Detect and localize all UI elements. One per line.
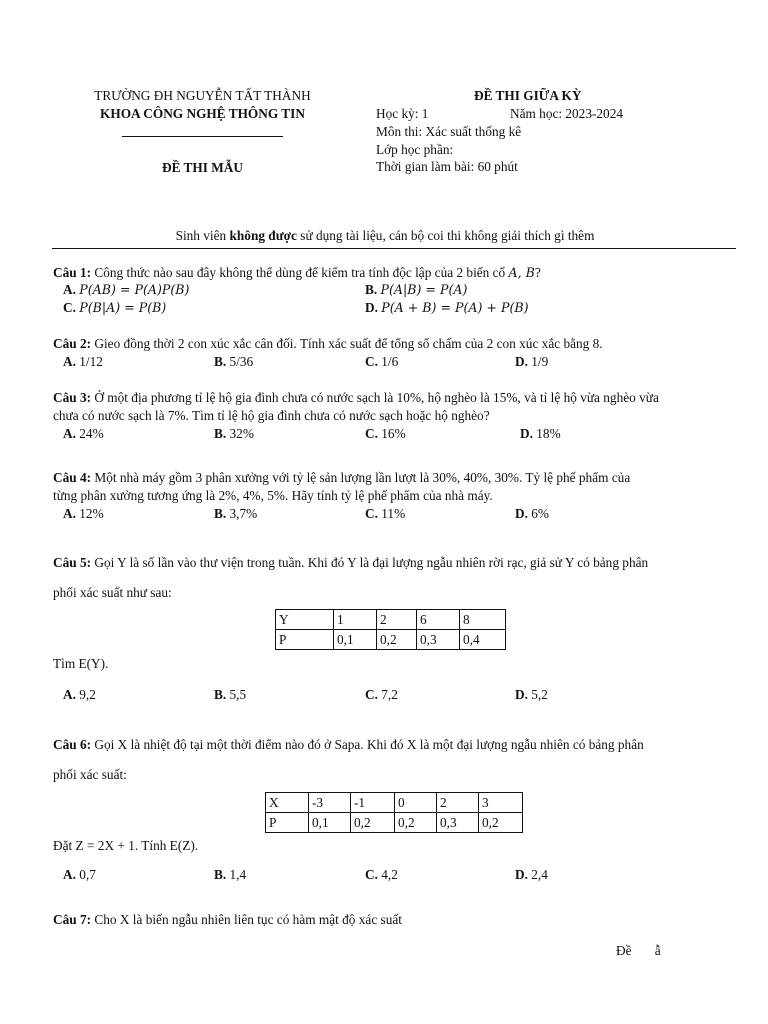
- q3-option-a-text: 24%: [79, 426, 104, 441]
- q2-option-c[interactable]: [365, 354, 398, 370]
- question-3: [53, 389, 733, 425]
- q4-option-d-text: 6%: [531, 506, 549, 521]
- table-cell: 2: [437, 793, 479, 813]
- question-4-label: Câu 4:: [53, 470, 92, 485]
- question-1-label: Câu 1:: [53, 265, 92, 280]
- q3-option-d-text: 18%: [536, 426, 561, 441]
- table-cell: X: [266, 793, 309, 813]
- question-5-ask: Tìm E(Y).: [53, 656, 109, 671]
- table-cell: 0,3: [437, 813, 479, 833]
- table-cell: 0,2: [395, 813, 437, 833]
- table-cell: 0: [395, 793, 437, 813]
- q2-option-d-text: 1/9: [531, 354, 549, 369]
- question-6-ask: Đặt Z = 2X + 1. Tính E(Z).: [53, 838, 199, 853]
- question-6: [53, 730, 733, 790]
- question-3-line1: Ở một địa phương tỉ lệ hộ gia đình chưa có nước sạch là 10%, hộ nghèo là 15%, và tỉ lệ hộ vừa nghèo vừa: [91, 390, 659, 405]
- q2-option-d[interactable]: [515, 354, 548, 370]
- q3-option-d-letter: D.: [520, 426, 533, 441]
- q3-option-c-text: 16%: [381, 426, 406, 441]
- table-row: [266, 813, 523, 833]
- q3-option-c-letter: C.: [365, 426, 378, 441]
- table-cell: 8: [460, 610, 506, 630]
- q6-option-a[interactable]: [63, 867, 96, 883]
- duration: Thời gian làm bài: 60 phút: [376, 159, 518, 174]
- q4-option-c-letter: C.: [365, 506, 378, 521]
- instruction-post: sử dụng tài liệu, cán bộ coi thi không giải thích gì thêm: [296, 228, 595, 243]
- q2-option-b-text: 5/36: [229, 354, 254, 369]
- question-5-label: Câu 5:: [53, 555, 92, 570]
- exam-type: ĐỀ THI MẪU: [161, 160, 244, 175]
- q1-option-b-letter: B.: [365, 282, 378, 297]
- table-cell: 6: [417, 610, 460, 630]
- q5-option-b-letter: B.: [214, 687, 227, 702]
- question-4-line2: từng phân xưởng tương ứng là 2%, 4%, 5%. Hãy tính tỷ lệ phế phẩm của nhà máy.: [53, 488, 493, 503]
- q4-option-d-letter: D.: [515, 506, 528, 521]
- q4-option-a-letter: A.: [63, 506, 76, 521]
- table-cell: -1: [351, 793, 395, 813]
- table-cell: 0,1: [334, 630, 377, 650]
- question-4-line1: Một nhà máy gồm 3 phân xưởng với tỷ lệ sản lượng lần lượt là 30%, 40%, 30%. Tỷ lệ phế phẩm của: [91, 470, 631, 485]
- q3-option-b-text: 32%: [229, 426, 254, 441]
- q4-option-b[interactable]: [214, 506, 257, 522]
- q2-option-b[interactable]: [214, 354, 253, 370]
- question-1-math: A, B: [508, 265, 535, 280]
- q5-option-d-text: 5,2: [531, 687, 548, 702]
- school-year: Năm học: 2023-2024: [510, 106, 624, 121]
- q4-option-a-text: 12%: [79, 506, 104, 521]
- question-3-line2: chưa có nước sạch là 7%. Tìm tỉ lệ hộ gia đình chưa có nước sạch hoặc hộ nghèo?: [53, 408, 490, 423]
- q4-option-c-text: 11%: [381, 506, 406, 521]
- q3-option-d[interactable]: [520, 426, 561, 442]
- table-cell: 0,1: [309, 813, 351, 833]
- q3-option-a[interactable]: [63, 426, 104, 442]
- table-cell: 0,4: [460, 630, 506, 650]
- semester: Học kỳ: 1: [376, 106, 429, 121]
- table-cell: 2: [377, 610, 417, 630]
- question-5-line2: phối xác suất như sau:: [53, 585, 172, 600]
- q2-option-a-letter: A.: [63, 354, 76, 369]
- question-6-label: Câu 6:: [53, 737, 92, 752]
- q1-option-c-letter: C.: [63, 300, 76, 315]
- header-underline: [122, 136, 283, 137]
- q2-option-a-text: 1/12: [79, 354, 103, 369]
- q4-option-a[interactable]: [63, 506, 104, 522]
- q5-option-a[interactable]: [63, 687, 96, 703]
- question-5-line1: Gọi Y là số lần vào thư viện trong tuần. Khi đó Y là đại lượng ngẫu nhiên rời rạc, giả sử Y có bảng phân: [91, 555, 649, 570]
- q6-option-c-letter: C.: [365, 867, 378, 882]
- question-2-text: Gieo đồng thời 2 con xúc xắc cân đối. Tính xác suất để tổng số chấm của 2 con xúc xắc bằng 8.: [91, 336, 603, 351]
- question-2: [53, 335, 733, 353]
- q6-option-c[interactable]: [365, 867, 398, 883]
- question-5: [53, 548, 733, 608]
- q3-option-b[interactable]: [214, 426, 254, 442]
- q5-option-a-letter: A.: [63, 687, 76, 702]
- q5-option-b[interactable]: [214, 687, 246, 703]
- q6-option-c-text: 4,2: [381, 867, 398, 882]
- question-7-label: Câu 7:: [53, 912, 92, 927]
- question-1-text: Công thức nào sau đây không thể dùng để kiểm tra tính độc lập của 2 biến cố: [91, 265, 509, 280]
- x-distribution-table: [265, 792, 523, 833]
- y-distribution-table: [275, 609, 506, 650]
- table-row: [266, 793, 523, 813]
- table-cell: Y: [276, 610, 334, 630]
- q5-option-c-letter: C.: [365, 687, 378, 702]
- q1-option-d-text: P(A + B) = P(A) + P(B): [381, 300, 529, 315]
- q1-option-b[interactable]: [365, 282, 467, 298]
- q5-option-d[interactable]: [515, 687, 548, 703]
- q1-option-a-letter: A.: [63, 282, 76, 297]
- page-footer: Đề ẫ: [616, 943, 661, 958]
- q2-option-d-letter: D.: [515, 354, 528, 369]
- q6-option-a-text: 0,7: [79, 867, 96, 882]
- q4-option-b-text: 3,7%: [229, 506, 258, 521]
- table-row: [276, 610, 506, 630]
- table-cell: 3: [479, 793, 523, 813]
- question-7: [53, 911, 733, 929]
- table-cell: 1: [334, 610, 377, 630]
- q1-option-d[interactable]: [365, 300, 529, 316]
- table-row: [276, 630, 506, 650]
- q4-option-c[interactable]: [365, 506, 405, 522]
- instruction-divider: [52, 248, 736, 249]
- table-cell: 0,3: [417, 630, 460, 650]
- q6-option-b-letter: B.: [214, 867, 227, 882]
- question-1-end: ?: [534, 265, 541, 280]
- q2-option-b-letter: B.: [214, 354, 227, 369]
- q4-option-d[interactable]: [515, 506, 549, 522]
- table-cell: 0,2: [377, 630, 417, 650]
- question-2-label: Câu 2:: [53, 336, 92, 351]
- question-3-label: Câu 3:: [53, 390, 92, 405]
- q6-option-a-letter: A.: [63, 867, 76, 882]
- university-name: TRƯỜNG ĐH NGUYỄN TẤT THÀNH: [94, 88, 311, 103]
- q5-option-d-letter: D.: [515, 687, 528, 702]
- q1-option-d-letter: D.: [365, 300, 378, 315]
- question-7-text: Cho X là biến ngẫu nhiên liên tục có hàm mật độ xác suất: [91, 912, 402, 927]
- q1-option-c[interactable]: [63, 300, 166, 316]
- q1-option-a-text: P(AB) = P(A)P(B): [79, 282, 190, 297]
- q6-option-b[interactable]: [214, 867, 246, 883]
- q3-option-b-letter: B.: [214, 426, 227, 441]
- instruction: [40, 228, 730, 244]
- q2-option-c-text: 1/6: [381, 354, 399, 369]
- class-section: Lớp học phần:: [376, 142, 454, 157]
- question-4: [53, 469, 733, 505]
- q5-option-a-text: 9,2: [79, 687, 96, 702]
- q2-option-a[interactable]: [63, 354, 103, 370]
- exam-title: ĐỀ THI GIỮA KỲ: [474, 88, 582, 103]
- q3-option-c[interactable]: [365, 426, 406, 442]
- question-6-line1: Gọi X là nhiệt độ tại một thời điểm nào đó ở Sapa. Khi đó X là một đại lượng ngẫu nhiên có bảng phân: [91, 737, 644, 752]
- table-cell: P: [276, 630, 334, 650]
- instruction-bold: không được: [229, 228, 297, 243]
- q5-option-b-text: 5,5: [229, 687, 247, 702]
- q6-option-d-letter: D.: [515, 867, 528, 882]
- q5-option-c[interactable]: [365, 687, 398, 703]
- table-cell: P: [266, 813, 309, 833]
- table-cell: 0,2: [351, 813, 395, 833]
- q2-option-c-letter: C.: [365, 354, 378, 369]
- q1-option-b-text: P(A|B) = P(A): [380, 282, 468, 297]
- question-1: [53, 264, 733, 282]
- q1-option-a[interactable]: [63, 282, 189, 298]
- q6-option-d-text: 2,4: [531, 867, 548, 882]
- q5-option-c-text: 7,2: [381, 687, 398, 702]
- table-cell: -3: [309, 793, 351, 813]
- q3-option-a-letter: A.: [63, 426, 76, 441]
- q4-option-b-letter: B.: [214, 506, 227, 521]
- question-6-line2: phối xác suất:: [53, 767, 127, 782]
- q1-option-c-text: P(B|A) = P(B): [79, 300, 167, 315]
- q6-option-d[interactable]: [515, 867, 548, 883]
- subject: Môn thi: Xác suất thống kê: [376, 124, 522, 139]
- table-cell: 0,2: [479, 813, 523, 833]
- instruction-pre: Sinh viên: [175, 228, 230, 243]
- q6-option-b-text: 1,4: [229, 867, 247, 882]
- faculty-name: KHOA CÔNG NGHỆ THÔNG TIN: [100, 106, 305, 121]
